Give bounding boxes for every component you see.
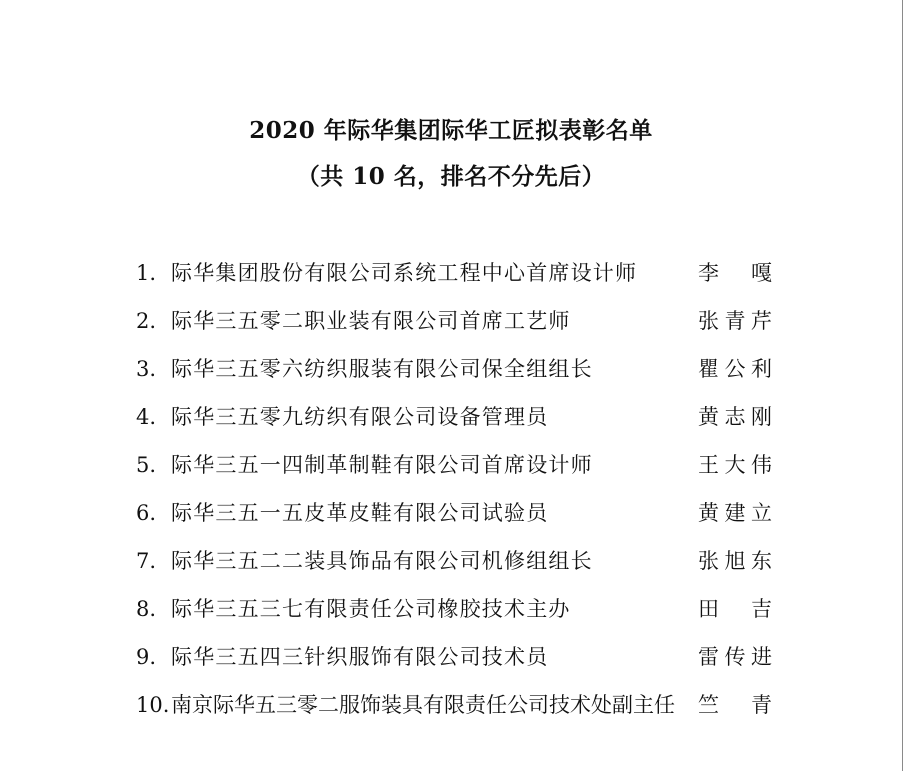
item-name: 雷传进 (698, 645, 772, 669)
list-item (0, 441, 902, 489)
item-number: 10. (136, 693, 170, 717)
item-number: 8. (136, 597, 157, 621)
item-description: 际华三五一四制革制鞋有限公司首席设计师 (171, 453, 593, 477)
list-item (0, 633, 902, 681)
document-subtitle: （共 10 名，排名不分先后） (296, 163, 606, 190)
item-number: 2. (136, 309, 157, 333)
item-number: 6. (136, 501, 157, 525)
item-number: 3. (136, 357, 157, 381)
item-name: 瞿公利 (698, 357, 772, 381)
item-number: 4. (136, 405, 157, 429)
item-description: 际华三五三七有限责任公司橡胶技术主办 (171, 597, 571, 621)
item-name: 张青芹 (698, 309, 772, 333)
item-number: 1. (136, 261, 157, 285)
item-description: 际华三五零二职业装有限公司首席工艺师 (171, 309, 571, 333)
item-name: 王大伟 (698, 453, 772, 477)
item-name: 田 吉 (698, 597, 772, 621)
item-name: 黄志刚 (698, 405, 772, 429)
list-item (0, 393, 902, 441)
item-number: 7. (136, 549, 157, 573)
list-item (0, 249, 902, 297)
item-name: 李 嘎 (698, 261, 772, 285)
document-title: 2020 年际华集团际华工匠拟表彰名单 (249, 117, 653, 144)
list-item (0, 681, 902, 729)
list-item (0, 345, 902, 393)
item-description: 际华三五零六纺织服装有限公司保全组组长 (171, 357, 593, 381)
award-list (0, 249, 902, 729)
item-description: 际华三五二二装具饰品有限公司机修组组长 (171, 549, 593, 573)
item-description: 际华三五四三针织服饰有限公司技术员 (171, 645, 549, 669)
item-description: 际华三五零九纺织有限公司设备管理员 (171, 405, 549, 429)
item-number: 9. (136, 645, 157, 669)
item-description: 南京际华五三零二服饰装具有限责任公司技术处副主任 (171, 693, 675, 717)
item-name: 张旭东 (698, 549, 772, 573)
list-item (0, 537, 902, 585)
list-item (0, 297, 902, 345)
list-item (0, 489, 902, 537)
item-name: 竺 青 (698, 693, 772, 717)
item-name: 黄建立 (698, 501, 772, 525)
list-item (0, 585, 902, 633)
item-description: 际华三五一五皮革皮鞋有限公司试验员 (171, 501, 549, 525)
item-number: 5. (136, 453, 157, 477)
item-description: 际华集团股份有限公司系统工程中心首席设计师 (171, 261, 638, 285)
